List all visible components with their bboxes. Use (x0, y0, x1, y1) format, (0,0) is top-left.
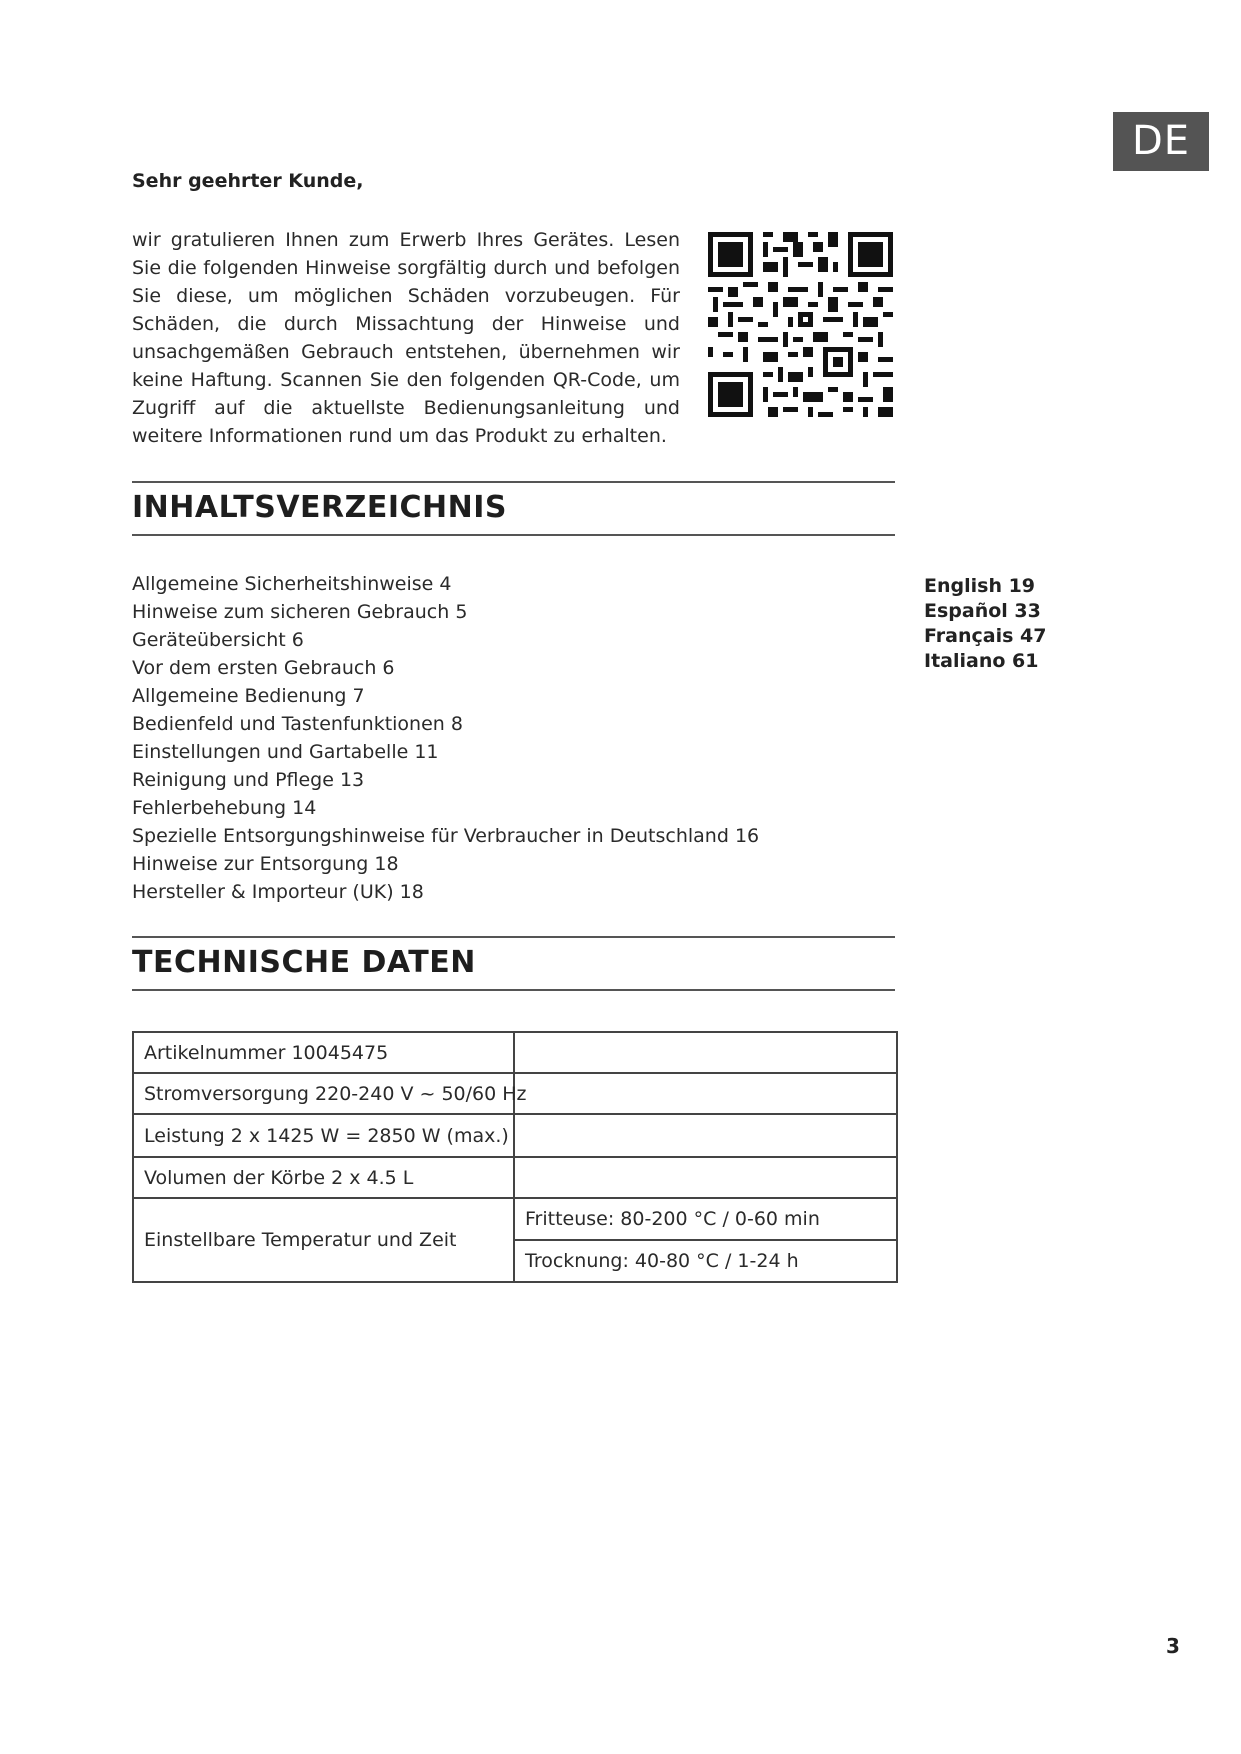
spec-drying-range: Trocknung: 40-80 °C / 1-24 h (514, 1240, 897, 1282)
specs-top-rule (132, 936, 895, 938)
table-row (133, 1114, 897, 1157)
language-badge: DE (1113, 112, 1209, 171)
toc-item[interactable]: Allgemeine Bedienung 7 (132, 685, 365, 707)
spec-empty-cell (514, 1073, 897, 1114)
toc-item[interactable]: Einstellungen und Gartabelle 11 (132, 741, 439, 763)
toc-item[interactable]: Allgemeine Sicherheitshinweise 4 (132, 573, 452, 595)
spec-basket-volume: Volumen der Körbe 2 x 4.5 L (133, 1157, 514, 1198)
toc-bottom-rule (132, 534, 895, 536)
spec-adjustable-temp-time: Einstellbare Temperatur und Zeit (133, 1198, 514, 1282)
toc-item[interactable]: Spezielle Entsorgungshinweise für Verbraucher in Deutschland 16 (132, 825, 760, 847)
language-link-french[interactable]: Français 47 (924, 625, 1047, 647)
page-number: 3 (1166, 1634, 1180, 1658)
table-row (133, 1073, 897, 1114)
toc-item[interactable]: Hinweise zum sicheren Gebrauch 5 (132, 601, 468, 623)
language-link-spanish[interactable]: Español 33 (924, 600, 1041, 622)
toc-item[interactable]: Geräteübersicht 6 (132, 629, 304, 651)
language-link-italian[interactable]: Italiano 61 (924, 650, 1039, 672)
spec-fryer-range: Fritteuse: 80-200 °C / 0-60 min (514, 1198, 897, 1240)
greeting: Sehr geehrter Kunde, (132, 170, 364, 192)
toc-item[interactable]: Fehlerbehebung 14 (132, 797, 317, 819)
toc-item[interactable]: Reinigung und Pflege 13 (132, 769, 365, 791)
toc-item[interactable]: Hersteller & Importeur (UK) 18 (132, 881, 424, 903)
spec-empty-cell (514, 1157, 897, 1198)
toc-item[interactable]: Vor dem ersten Gebrauch 6 (132, 657, 395, 679)
table-of-contents (132, 570, 759, 906)
toc-item[interactable]: Hinweise zur Entsorgung 18 (132, 853, 399, 875)
intro-paragraph: wir gratulieren Ihnen zum Erwerb Ihres Gerätes. Lesen Sie die folgenden Hinweise sorgfältig durch und befolgen Sie diese, um möglichen Schäden vorzubeugen. Für Schäden, die durch Missachtung der Hinweise und unsachgemäßen Gebrauch entstehen, übernehmen wir keine Haftung. Scannen Sie den folgenden QR-Code, um Zugriff auf die aktuellste Bedienungsanleitung und weitere Informationen rund um das Produkt zu erhalten. (132, 229, 680, 447)
spec-empty-cell (514, 1032, 897, 1073)
specs-table (132, 1031, 898, 1283)
toc-top-rule (132, 481, 895, 483)
table-row (133, 1157, 897, 1198)
table-row (133, 1198, 897, 1240)
toc-title: INHALTSVERZEICHNIS (132, 490, 508, 525)
specs-bottom-rule (132, 989, 895, 991)
spec-power: Leistung 2 x 1425 W = 2850 W (max.) (133, 1114, 514, 1157)
spec-power-supply: Stromversorgung 220-240 V ~ 50/60 Hz (133, 1073, 514, 1114)
language-index (924, 574, 1046, 674)
spec-empty-cell (514, 1114, 897, 1157)
specs-title: TECHNISCHE DATEN (132, 945, 476, 980)
spec-article-number: Artikelnummer 10045475 (133, 1032, 514, 1073)
qr-code-icon[interactable] (708, 232, 893, 417)
table-row (133, 1032, 897, 1073)
toc-item[interactable]: Bedienfeld und Tastenfunktionen 8 (132, 713, 463, 735)
language-link-english[interactable]: English 19 (924, 575, 1036, 597)
